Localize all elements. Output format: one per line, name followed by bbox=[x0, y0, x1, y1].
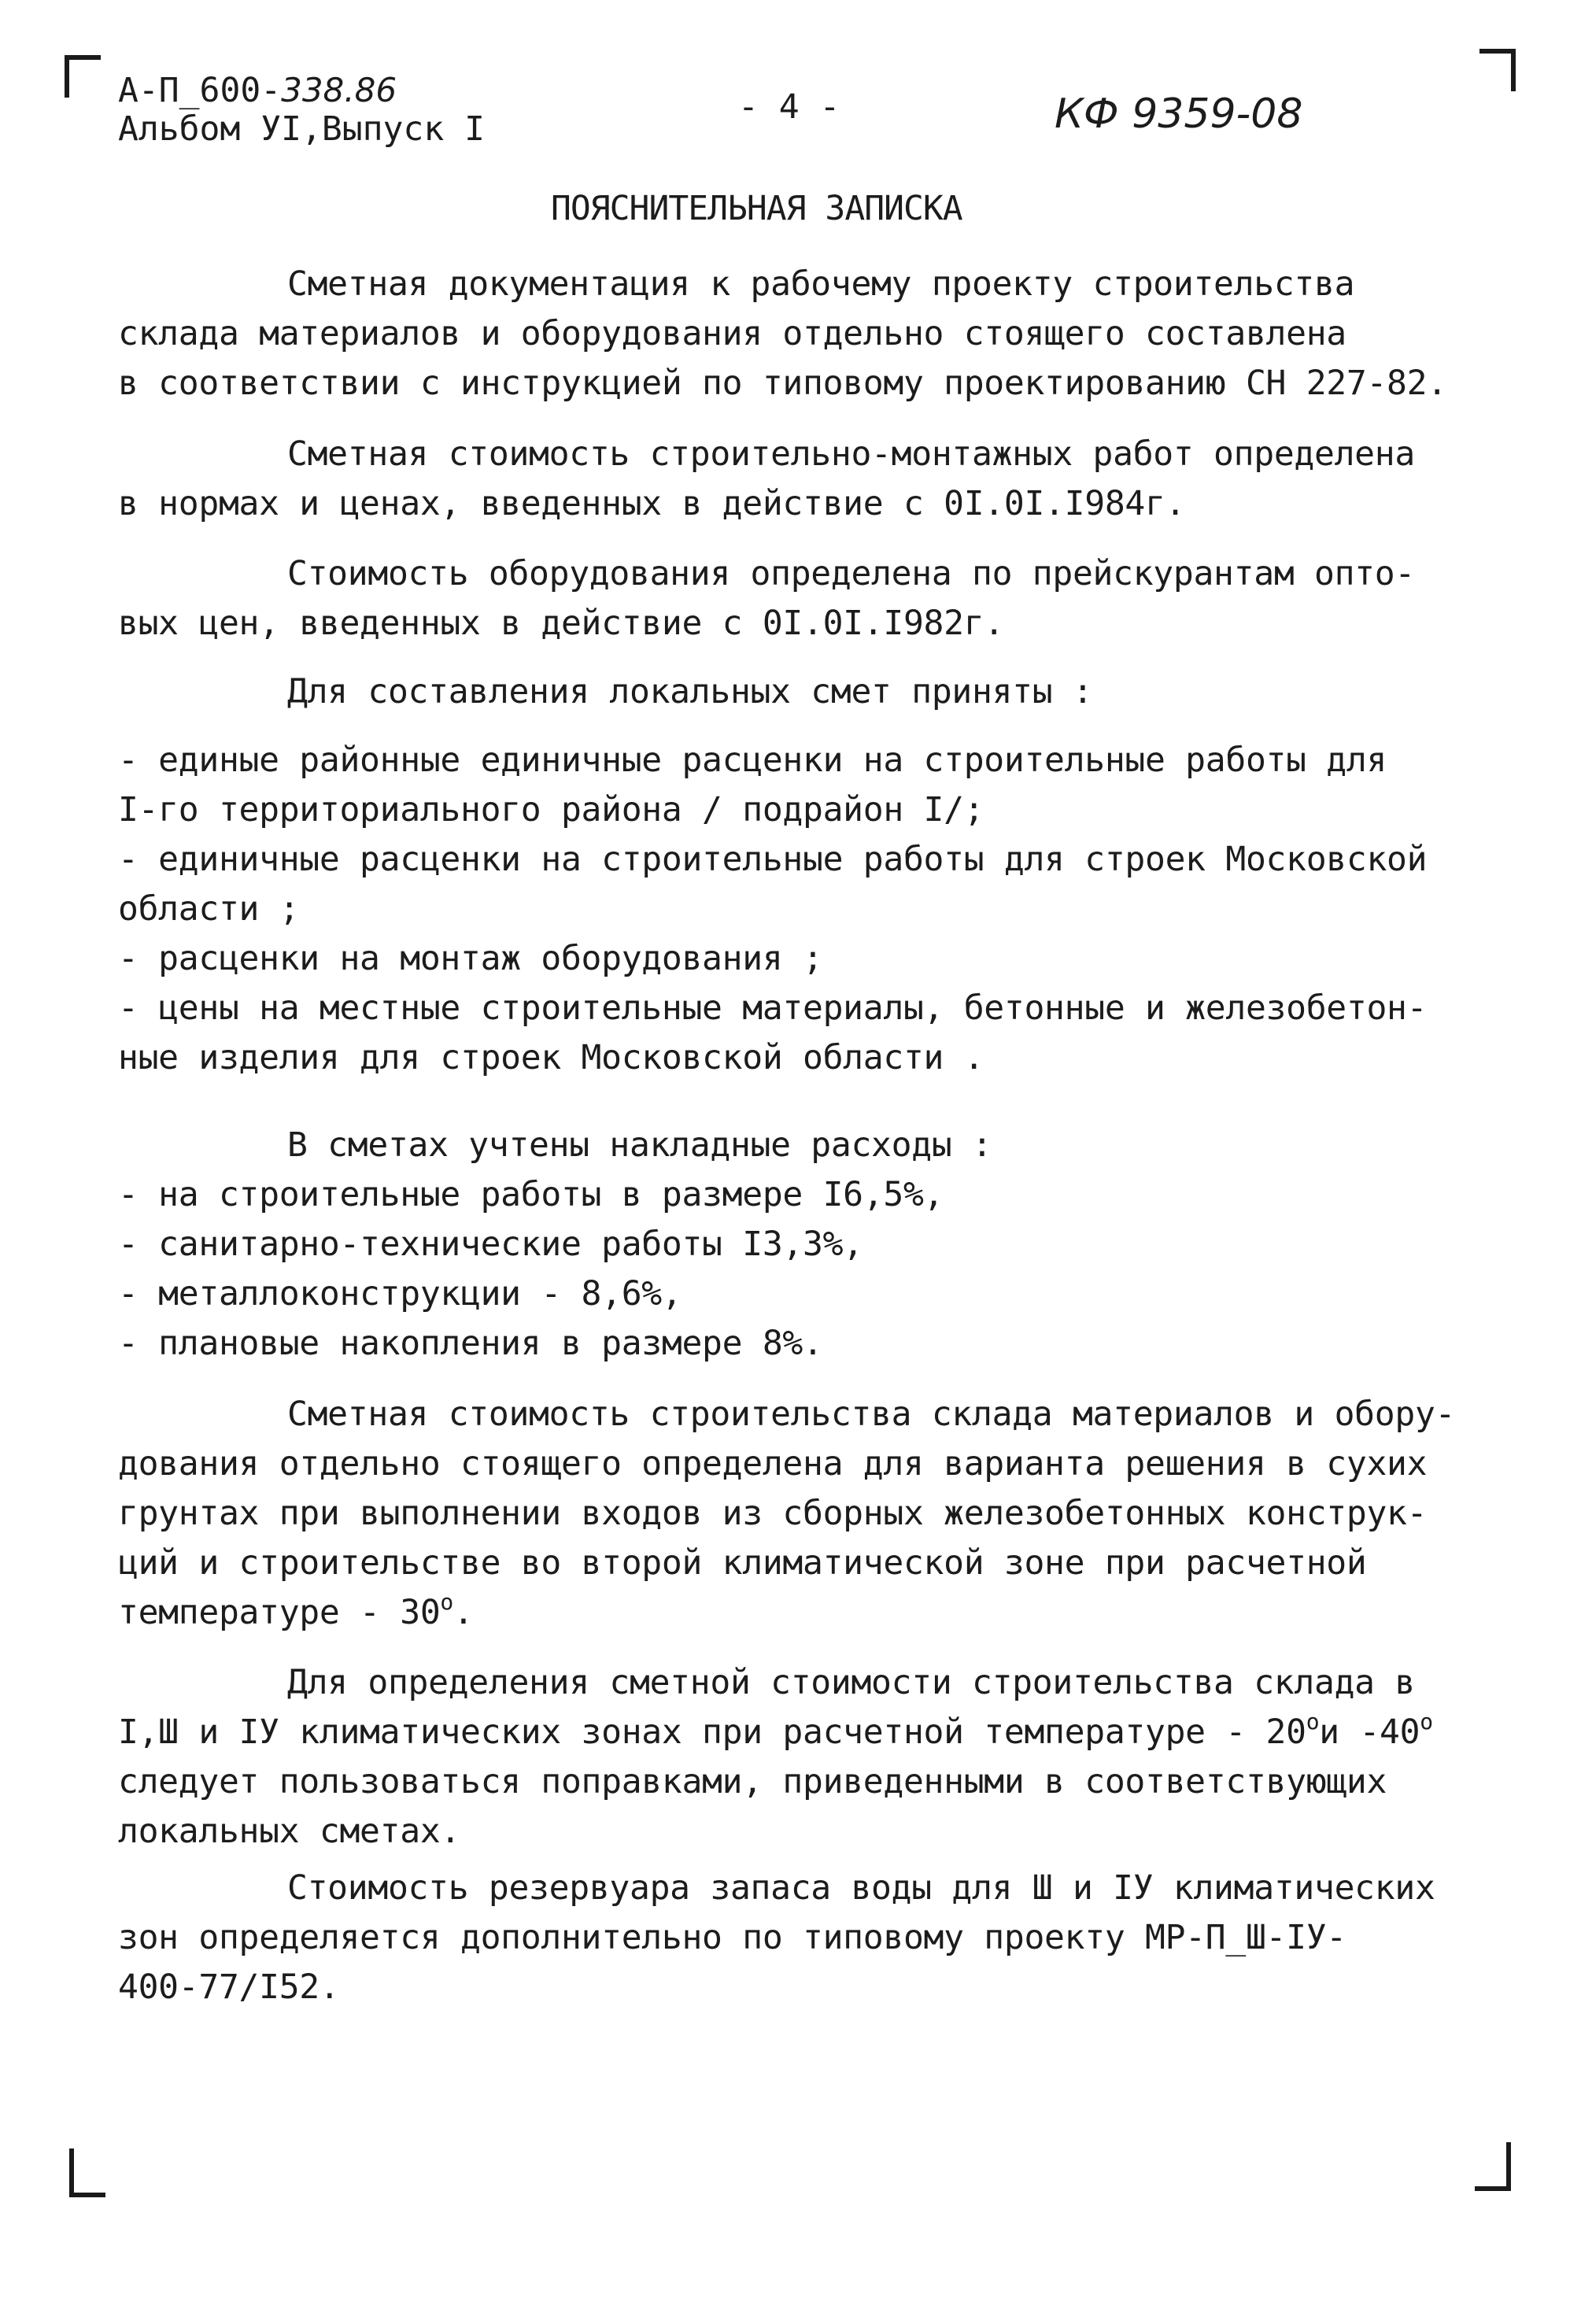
degree-sign: о bbox=[1306, 1709, 1320, 1735]
list-item: - расценки на монтаж оборудования ; bbox=[118, 939, 823, 978]
text-fragment: и -40 bbox=[1319, 1713, 1420, 1752]
list-item: - металлоконструкции - 8,6%, bbox=[118, 1274, 682, 1313]
text-line: I-го территориального района / подрайон I/; bbox=[118, 790, 984, 829]
document-code-handwritten: 338.86 bbox=[281, 71, 397, 109]
text-line: В сметах учтены накладные расходы : bbox=[287, 1125, 992, 1165]
text-line: вых цен, введенных в действие с 0I.0I.I982г. bbox=[118, 604, 1004, 643]
text-line: области ; bbox=[118, 889, 300, 929]
page-number: - 4 - bbox=[738, 87, 840, 127]
text-line: Стоимость оборудования определена по прейскурантам опто- bbox=[287, 554, 1415, 593]
degree-sign: о bbox=[440, 1589, 453, 1615]
list-item: - единые районные единичные расценки на строительные работы для bbox=[118, 741, 1387, 780]
text-line bbox=[118, 1588, 474, 1637]
text-line: дования отдельно стоящего определена для варианта решения в сухих bbox=[118, 1444, 1428, 1483]
list-item: - на строительные работы в размере I6,5%, bbox=[118, 1175, 944, 1214]
text-line: ций и строительстве во второй климатической зоне при расчетной bbox=[118, 1543, 1367, 1583]
page-title: ПОЯСНИТЕЛЬНАЯ ЗАПИСКА bbox=[551, 189, 962, 228]
list-item: - плановые накопления в размере 8%. bbox=[118, 1324, 823, 1363]
text-line: Стоимость резервуара запаса воды для Ш и IУ климатических bbox=[287, 1868, 1435, 1908]
list-item: - санитарно-технические работы I3,3%, bbox=[118, 1225, 863, 1264]
degree-sign: о bbox=[1420, 1709, 1433, 1735]
list-item: - единичные расценки на строительные работы для строек Московской bbox=[118, 840, 1428, 879]
text-line: грунтах при выполнении входов из сборных железобетонных конструк- bbox=[118, 1494, 1428, 1533]
text-line: Сметная стоимость строительно-монтажных работ определена bbox=[287, 434, 1415, 474]
text-fragment: . bbox=[453, 1593, 474, 1632]
text-fragment: I,Ш и IУ климатических зонах при расчетной температуре - 20 bbox=[118, 1713, 1306, 1752]
archive-code: КФ 9359-08 bbox=[1055, 91, 1303, 138]
text-line: в нормах и ценах, введенных в действие с 0I.0I.I984г. bbox=[118, 484, 1186, 523]
text-line: в соответствии с инструкцией по типовому проектированию СН 227-82. bbox=[118, 364, 1447, 403]
text-line: 400-77/I52. bbox=[118, 1967, 340, 2007]
text-line: зон определяется дополнительно по типовому проекту МР-П_Ш-IУ- bbox=[118, 1918, 1346, 1957]
list-item: - цены на местные строительные материалы, бетонные и железобетон- bbox=[118, 988, 1428, 1028]
text-fragment: температуре - 30 bbox=[118, 1593, 441, 1632]
text-line: ные изделия для строек Московской области . bbox=[118, 1038, 984, 1077]
text-line bbox=[118, 1708, 1433, 1757]
corner-mark-top-left bbox=[65, 55, 101, 98]
corner-mark-bottom-right bbox=[1475, 2142, 1511, 2191]
text-line: Для составления локальных смет приняты : bbox=[287, 672, 1093, 711]
document-code-typed: А-П_600- bbox=[118, 71, 282, 110]
text-line: локальных сметах. bbox=[118, 1812, 460, 1851]
text-line: Сметная стоимость строительства склада материалов и обору- bbox=[287, 1395, 1456, 1434]
text-line: Сметная документация к рабочему проекту строительства bbox=[287, 264, 1355, 304]
text-line: следует пользоваться поправками, приведенными в соответствующих bbox=[118, 1762, 1387, 1801]
album-issue: Альбом УI,Выпуск I bbox=[118, 109, 485, 149]
corner-mark-top-right bbox=[1479, 49, 1516, 91]
text-line: Для определения сметной стоимости строительства склада в bbox=[287, 1663, 1415, 1702]
corner-mark-bottom-left bbox=[69, 2148, 105, 2197]
text-line: склада материалов и оборудования отдельно стоящего составлена bbox=[118, 314, 1346, 353]
